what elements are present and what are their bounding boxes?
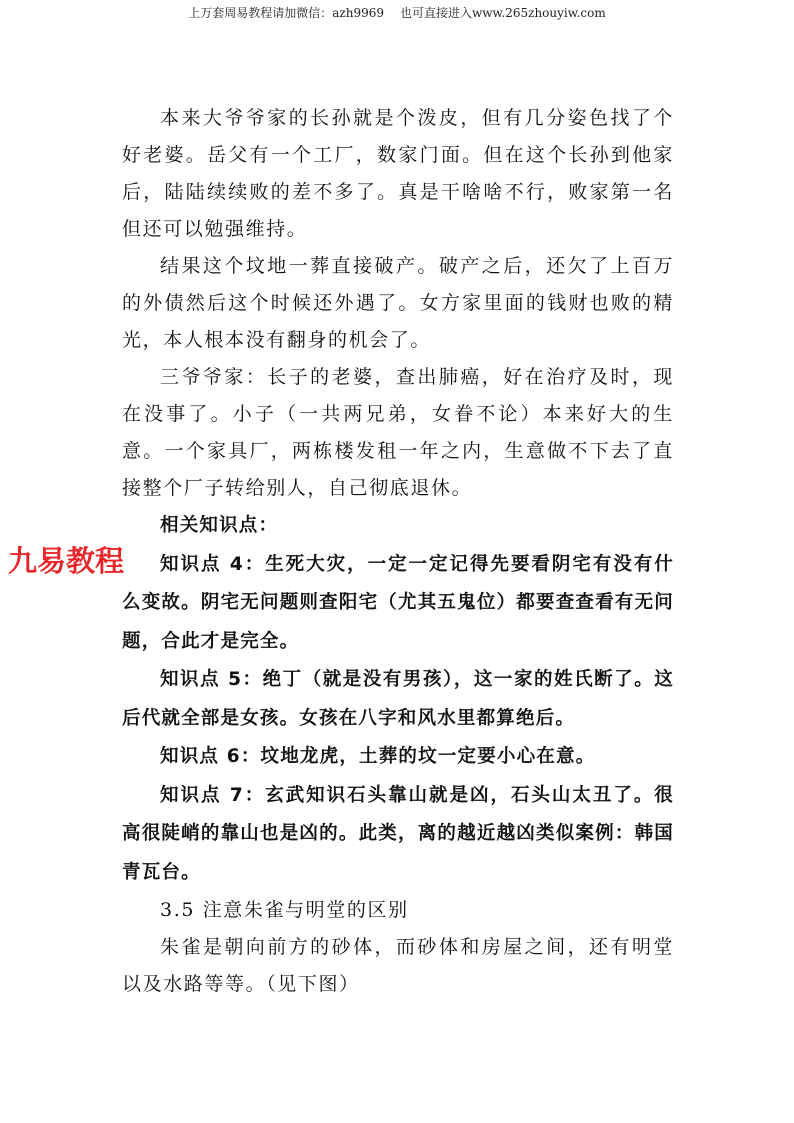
header-website-text: 也可直接进入www.265zhouyiw.com	[400, 6, 606, 20]
paragraph-zhuque: 朱雀是朝向前方的砂体，而砂体和房屋之间，还有明堂以及水路等等。（见下图）	[122, 936, 674, 995]
watermark-logo: 九易教程	[8, 544, 125, 578]
header-wechat-text: 上万套周易教程请加微信：azh9969	[188, 6, 385, 20]
document-body	[122, 100, 674, 1003]
paragraph-1: 本来大爷爷家的长孙就是个泼皮，但有几分姿色找了个好老婆。岳父有一个工厂，数家门面。但在这个长孙到他家后，陆陆续续败的差不多了。真是干啥啥不行，败家第一名但还可以勉强维持。	[122, 107, 674, 240]
section-heading: 3.5 注意朱雀与明堂的区别	[160, 899, 409, 921]
knowledge-point-4: 知识点 4：生死大灾，一定一定记得先要看阴宅有没有什么变故。阴宅无问题则查阳宅（尤其五鬼位）都要查查看有无问题，合此才是完全。	[122, 553, 674, 652]
knowledge-point-7: 知识点 7：玄武知识石头靠山就是凶，石头山太丑了。很高很陡峭的靠山也是凶的。此类，离的越近越凶类似案例：韩国青瓦台。	[122, 784, 674, 883]
paragraph-2: 结果这个坟地一葬直接破产。破产之后，还欠了上百万的外债然后这个时候还外遇了。女方家里面的钱财也败的精光，本人根本没有翻身的机会了。	[122, 255, 674, 351]
knowledge-point-5: 知识点 5：绝丁（就是没有男孩），这一家的姓氏断了。这后代就全部是女孩。女孩在八字和风水里都算绝后。	[122, 669, 674, 729]
knowledge-point-6: 知识点 6：坟地龙虎，土葬的坟一定要小心在意。	[160, 746, 596, 767]
paragraph-3: 三爷爷家：长子的老婆，查出肺癌，好在治疗及时，现在没事了。小子（一共两兄弟，女眷不论）本来好大的生意。一个家具厂，两栋楼发租一年之内，生意做不下去了直接整个厂子转给别人，自己彻底退休。	[122, 366, 674, 499]
page-header	[0, 4, 794, 22]
knowledge-heading: 相关知识点：	[160, 515, 279, 536]
